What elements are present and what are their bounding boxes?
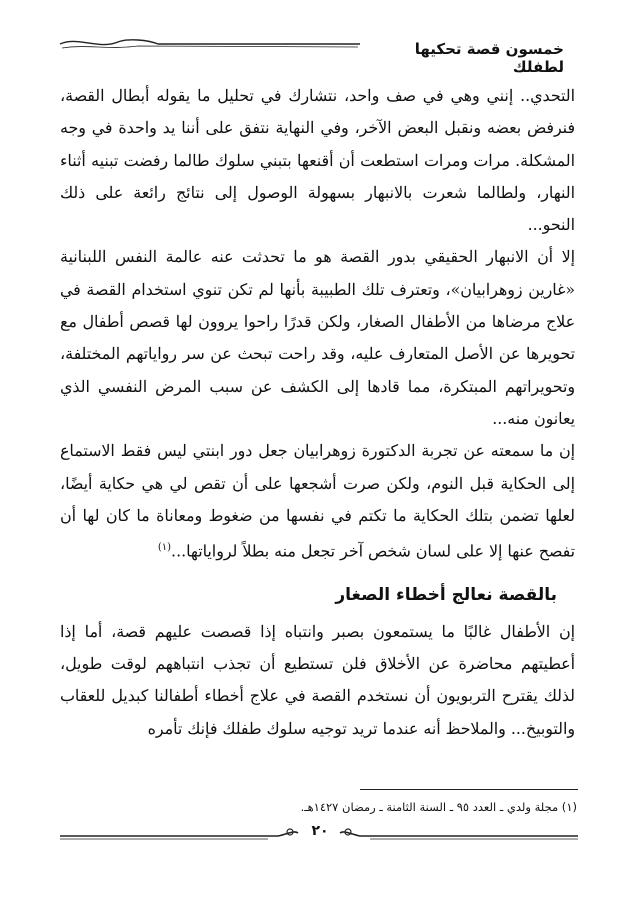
paragraph-3-text: إن ما سمعته عن تجربة الدكتورة زوهرابيان جعل دور ابنتي ليس فقط الاستماع إلى الحكاية قبل النوم، ولكن صرت أشجعها على أن تقص لي هي حكاية أيضًا، لعلها تضمن بتلك الحكاية ما تكتم في نفسها من ضغوط ومعاناة ما كان لها أن تفصح عنها إلا على لسان شخص آخر تجعل منه بطلاً لرواياتها... <box>60 441 575 561</box>
paragraph-1: التحدي.. إنني وهي في صف واحد، نتشارك في تحليل ما يقوله أبطال القصة، فنرفض بعضه ونقبل البعض الآخر، وفي النهاية نتفق على أننا يد واحدة في وجه المشكلة. مرات ومرات استطعت أن أقنعها بتبني سلوك طالما رفضت تبنيه أثناء النهار، ولطالما شعرت بالانبهار بسهولة الوصول إلى نتائج رائعة على ذلك النحو... <box>60 86 575 235</box>
page-number: ٢٠ <box>311 823 329 839</box>
footnote-divider <box>360 789 578 790</box>
footnote-text: (١) مجلة ولدي ـ العدد ٩٥ ـ السنة الثامنة ـ رمضان ١٤٢٧هـ. <box>300 800 577 814</box>
page-body <box>60 80 575 745</box>
section-heading: بالقصة نعالج أخطاء الصغار <box>335 584 557 605</box>
section-paragraph: إن الأطفال غالبًا ما يستمعون بصبر وانتباه إذا قصصت عليهم قصة، أما إذا أعطيتهم محاضرة عن الأخلاق فلن تستطيع أن تجذب انتباههم لوقت طويل، لذلك يقترح التربويون أن نستخدم القصة في علاج أخطاء أطفالنا كبديل للعقاب والتوبيخ... والملاحظ أنه عندما تريد توجيه سلوك طفلك فإنك تأمره <box>60 621 575 738</box>
footnote-reference: (١) <box>157 542 172 554</box>
paragraph-3 <box>60 435 575 567</box>
running-header-title: خمسون قصة تحكيها لطفلك <box>360 40 570 76</box>
paragraph-2: إلا أن الانبهار الحقيقي بدور القصة هو ما تحدثت عنه عالمة النفس اللبنانية «غارين زوهرابيان»، وتعترف تلك الطبيبة بأنها لم تكن تنوي استخدام القصة في علاج مرضاها من الأطفال الصغار، ولكن قدرًا راحوا يروون لها قصص أطفال مع تحويرها عن الأصل المتعارف عليه، وقد راحت تبحث عن سر رواياتهم المختلفة، وتحويراتهم المبتكرة، مما قادها إلى الكشف عن سبب المرض النفسي الذي يعانون منه... <box>60 247 575 428</box>
